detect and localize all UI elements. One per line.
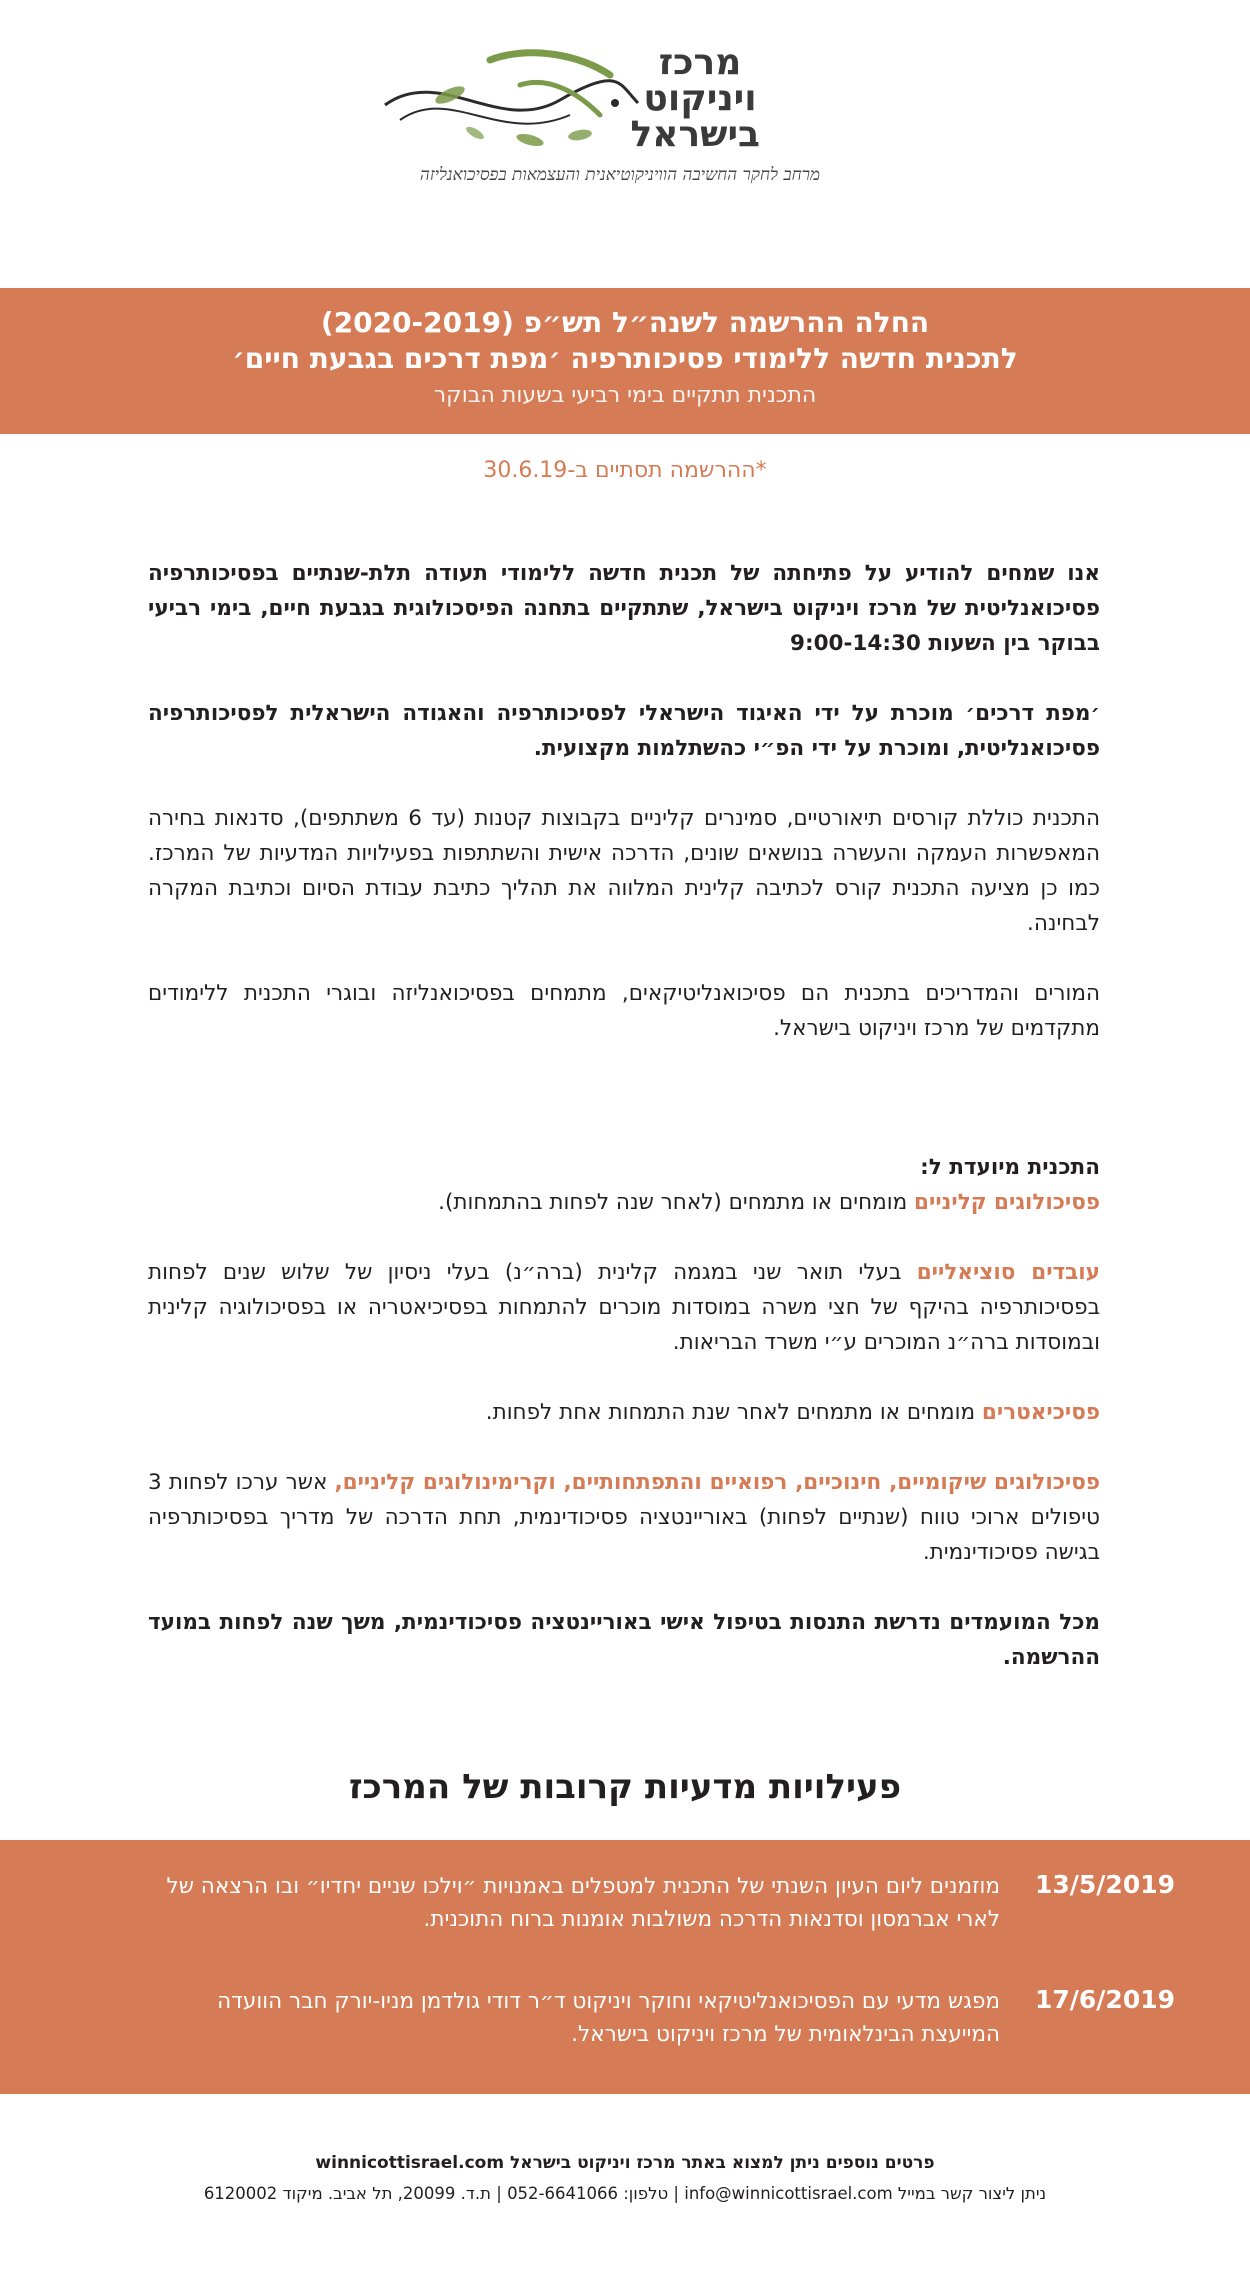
banner-headline: החלה ההרשמה לשנה״ל תש״פ (2020-2019) [320,306,930,339]
intro-paragraph-1: אנו שמחים להודיע על פתיחתה של תכנית חדשה ללימודי תעודה תלת-שנתיים בפסיכותרפיה פסיכואנליטית של מרכז ויניקוט בישראל, שתתקיים בתחנה הפיסכולוגית בגבעת חיים, בימי רביעי בבוקר בין השעות 9:00-14:30 [148,561,1100,656]
intro-paragraph-4: המורים והמדריכים בתכנית הם פסיכואנליטיקאים, מתמחים בפסיכואנליזה ובוגרי התכנית ללימודים מתקדמים של מרכז ויניקוט בישראל. [148,981,1100,1041]
banner-schedule: התכנית תתקיים בימי רביעי בשעות הבוקר [433,383,817,408]
audience-item-text: מומחים או מתמחים (לאחר שנה לפחות בהתמחות). [438,1190,915,1215]
audience-item-text: בעלי תואר שני במגמה קלינית (ברה״נ) בעלי ניסיון של שלוש שנים לפחות בפסיכותרפיה בהיקף של חצי משרה במוסדות מוכרים להתמחות בפסיכיאטריה או בפסיכולוגיה קלינית ובמוסדות ברה״נ המוכרים ע״י משרד הבריאות. [148,1260,1100,1355]
logo-name-line1: מרכז [658,42,742,83]
footer-contact-line: ניתן ליצור קשר במייל info@winnicottisrael.com | טלפון: 052-6641066 | ת.ד. 20099, תל אביב. מיקוד 6120002 [203,2184,1047,2203]
audience-item-text: מומחים או מתמחים לאחר שנת התמחות אחת לפחות. [485,1400,982,1425]
audience-item-label: פסיכיאטרים [981,1400,1100,1425]
event-date: 17/6/2019 [1034,1985,1176,2014]
logo-name [630,42,760,155]
banner-program-title: לתכנית חדשה ללימודי פסיכותרפיה ׳מפת דרכים בגבעת חיים׳ [232,342,1018,375]
audience-item-social-workers [148,1255,1100,1360]
audience-item-label: פסיכולוגים קליניים [914,1190,1100,1215]
logo [380,42,860,185]
audience-requirement: מכל המועמדים נדרשת התנסות בטיפול אישי באוריינטציה פסיכודינמית, משך שנה לפחות במועד ההרשמה. [148,1610,1100,1670]
audience-item-clinical-psychologists [148,1185,1100,1220]
footer-website-line: פרטים נוספים ניתן למצוא באתר מרכז ויניקוט בישראל winnicottisrael.com [315,2153,935,2173]
logo-tagline: מרחב לחקר החשיבה הוויניקוטיאנית והעצמאות בפסיכואנליזה [419,165,821,185]
intro-paragraph-2: ׳מפת דרכים׳ מוכרת על ידי האיגוד הישראלי לפסיכותרפיה והאגודה הישראלית לפסיכותרפיה פסיכואנליטית, ומוכרת על ידי הפ״י כהשתלמות מקצועית. [148,701,1100,761]
logo-name-line2: ויניקוט [643,78,757,119]
activities-banner [0,1840,1250,2094]
audience-item-label: עובדים סוציאליים [916,1260,1100,1285]
audience-title: התכנית מיועדת ל: [920,1155,1100,1180]
activities-title: פעילויות מדעיות קרובות של המרכז [348,1767,902,1807]
event-description: מוזמנים ליום העיון השנתי של התכנית למטפלים באמנויות ״וילכו שניים יחדיו״ ובו הרצאה של לארי אברמסון וסדנאות הדרכה משולבות אומנות ברוח התוכנית. [166,1874,1000,1932]
registration-deadline: *ההרשמה תסתיים ב-30.6.19 [483,458,767,483]
intro-paragraph-3: התכנית כוללת קורסים תיאורטיים, סמינרים קליניים בקבוצות קטנות (עד 6 משתתפים), סדנאות בחירה המאפשרות העמקה והעשרה בנושאים שונים, הדרכה אישית והשתתפות בפעילויות המדעיות של המרכז. כמו כן מציעה התכנית קורס לכתיבה קלינית המלווה את תהליך כתיבת עבודת הסיום וכתיבת המקרה לבחינה. [148,806,1100,936]
registration-banner [0,288,1250,434]
audience-item-other-psychologists [148,1465,1100,1570]
audience-item-text: אשר ערכו לפחות 3 טיפולים ארוכי טווח (שנתיים לפחות) באוריינטציה פסיכודינמית, תחת הדרכה של מדריך בפסיכותרפיה בגישה פסיכודינמית. [148,1470,1100,1565]
audience-item-label: פסיכולוגים שיקומיים, חינוכיים, רפואיים והתפתחותיים, וקרימינולוגים קליניים, [334,1470,1100,1495]
audience-item-psychiatrists [148,1395,1100,1430]
event-description: מפגש מדעי עם הפסיכואנליטיקאי וחוקר ויניקוט ד״ר דודי גולדמן מניו-יורק חבר הוועדה המייעצת הבינלאומית של מרכז ויניקוט בישראל. [217,1989,1000,2047]
logo-brush-art-icon [380,45,640,155]
event-date: 13/5/2019 [1034,1870,1176,1899]
logo-name-line3: בישראל [630,114,760,155]
